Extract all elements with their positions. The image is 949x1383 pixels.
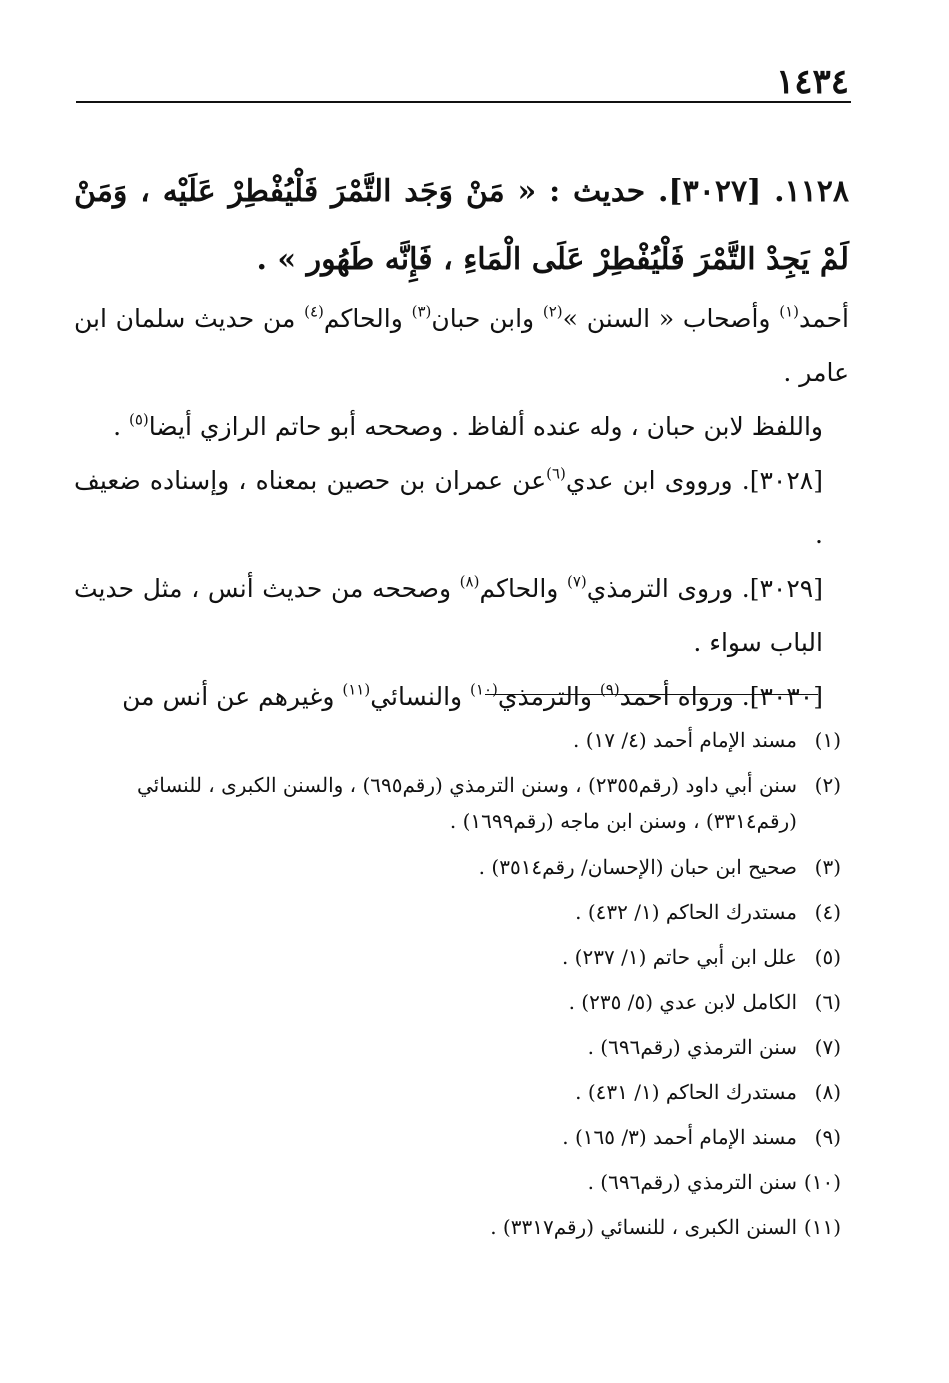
hadith-label: حديث (573, 174, 646, 209)
paragraph-text: [٣٠٢٨]. ورووى ابن عدي (565, 466, 823, 495)
footnote-item (71, 935, 841, 980)
footnote-marker: (١٠) (470, 680, 498, 699)
paragraph-text: وغيرهم عن أنس من (122, 682, 343, 711)
paragraph-text: والترمذي (497, 682, 600, 711)
hadith-separator: . (774, 174, 785, 209)
hadith-number: ١١٢٨ (784, 174, 849, 209)
page-number: ١٤٣٤ (775, 62, 849, 102)
footnote-marker: (١١) (342, 680, 371, 699)
footnote-marker: (٨) (459, 572, 480, 591)
footnote-text: سنن الترمذي (رقم٦٩٦) . (587, 1170, 797, 1194)
footnote-marker: (١) (779, 302, 799, 321)
footnote-text: السنن الكبرى ، للنسائي (رقم٣٣١٧) . (490, 1215, 797, 1239)
footnote-marker: (٧) (567, 572, 587, 591)
footnote-text: علل ابن أبي حاتم (١/ ٢٣٧) . (561, 945, 797, 969)
footnote-marker: (٤) (304, 302, 324, 321)
footnote-text: سنن الترمذي (رقم٦٩٦) . (587, 1035, 797, 1059)
commentary-paragraph (74, 400, 849, 454)
footnotes-list (71, 718, 841, 1250)
footnote-number: (١) (814, 728, 841, 752)
footnote-text: صحيح ابن حبان (الإحسان/ رقم٣٥١٤) . (478, 855, 797, 879)
commentary-paragraph (74, 562, 849, 670)
footnote-number: (٤) (814, 900, 841, 924)
footnote-number: (١١) (803, 1215, 841, 1239)
paragraph-text: والنسائي (370, 682, 471, 711)
footnote-text: مسند الإمام أحمد (٤/ ١٧) . (573, 728, 797, 752)
paragraph-text: والحاكم (479, 574, 567, 603)
footnote-number: (٩) (814, 1125, 841, 1149)
footnote-separator (485, 694, 818, 695)
paragraph-text: من حديث سلمان ابن عامر . (74, 304, 849, 387)
footnote-marker: (٢) (542, 302, 563, 321)
paragraph-text: والحاكم (323, 304, 412, 333)
paragraph-text: [٣٠٢٩]. وروى الترمذي (586, 574, 823, 603)
hadith-ref: [٣٠٢٧] (668, 174, 762, 209)
footnote-text: الكامل لابن عدي (٥/ ٢٣٥) . (568, 990, 797, 1014)
footnote-marker: (٣) (411, 302, 432, 321)
footnote-text: مسند الإمام أحمد (٣/ ١٦٥) . (562, 1125, 797, 1149)
footnote-item (71, 1115, 841, 1160)
footnote-marker: (٦) (546, 464, 566, 483)
footnote-number: (٦) (814, 990, 841, 1014)
footnote-item (71, 1025, 841, 1070)
footnote-item (71, 890, 841, 935)
footnote-item (71, 1160, 841, 1205)
footnote-number: (٢) (814, 773, 841, 797)
footnote-number: (٨) (814, 1080, 841, 1104)
paragraph-text: وأصحاب « السنن » (562, 304, 780, 333)
paragraph-text: واللفظ لابن حبان ، وله عنده ألفاظ . وصححه أبو حاتم الرازي أيضا (148, 412, 823, 441)
commentary-paragraph (74, 670, 849, 724)
commentary-body (74, 292, 849, 724)
footnote-text: سنن أبي داود (رقم٢٣٥٥) ، وسنن الترمذي (رقم٦٩٥) ، والسنن الكبرى ، للنسائي (رقم٣٣١٤) ، وسنن ابن ماجه (رقم١٦٩٩) . (137, 773, 797, 833)
footnote-number: (١٠) (803, 1170, 841, 1194)
hadith-text: « مَنْ وَجَد التَّمْرَ فَلْيُفْطِرْ عَلَيْه ، وَمَنْ لَمْ يَجِدْ التَّمْرَ فَلْيُفْطِرْ عَلَى الْمَاءِ ، فَإِنَّه طَهُور » . (74, 174, 849, 277)
footnote-number: (٥) (814, 945, 841, 969)
footnote-number: (٧) (814, 1035, 841, 1059)
footnote-item (71, 1070, 841, 1115)
footnote-item (71, 1205, 841, 1250)
commentary-paragraph (74, 292, 849, 400)
paragraph-text: عن عمران بن حصين بمعناه ، وإسناده ضعيف . (74, 466, 823, 549)
footnote-item (71, 718, 841, 763)
paragraph-text: أحمد (799, 304, 849, 333)
paragraph-text: وصححه من حديث أنس ، مثل حديث الباب سواء . (74, 574, 823, 657)
footnote-item (71, 767, 841, 839)
footnote-item (71, 980, 841, 1025)
footnote-item (71, 845, 841, 890)
paragraph-text: وابن حبان (431, 304, 543, 333)
footnote-marker: (٥) (129, 410, 149, 429)
footnote-text: مستدرك الحاكم (١/ ٤٣١) . (575, 1080, 797, 1104)
footnote-marker: (٩) (599, 680, 620, 699)
footnote-number: (٣) (814, 855, 841, 879)
paragraph-text: [٣٠٣٠]. ورواه أحمد (619, 682, 823, 711)
hadith-entry: ١١٢٨. [٣٠٢٧]. حديث : « مَنْ وَجَد التَّمْرَ فَلْيُفْطِرْ عَلَيْه ، وَمَنْ لَمْ يَجِدْ التَّمْرَ فَلْيُفْطِرْ عَلَى الْمَاءِ ، فَإِنَّه طَهُور » . (74, 174, 849, 277)
paragraph-text: . (113, 412, 129, 441)
header-rule (76, 101, 851, 103)
footnote-text: مستدرك الحاكم (١/ ٤٣٢) . (575, 900, 797, 924)
commentary-paragraph (74, 454, 849, 562)
